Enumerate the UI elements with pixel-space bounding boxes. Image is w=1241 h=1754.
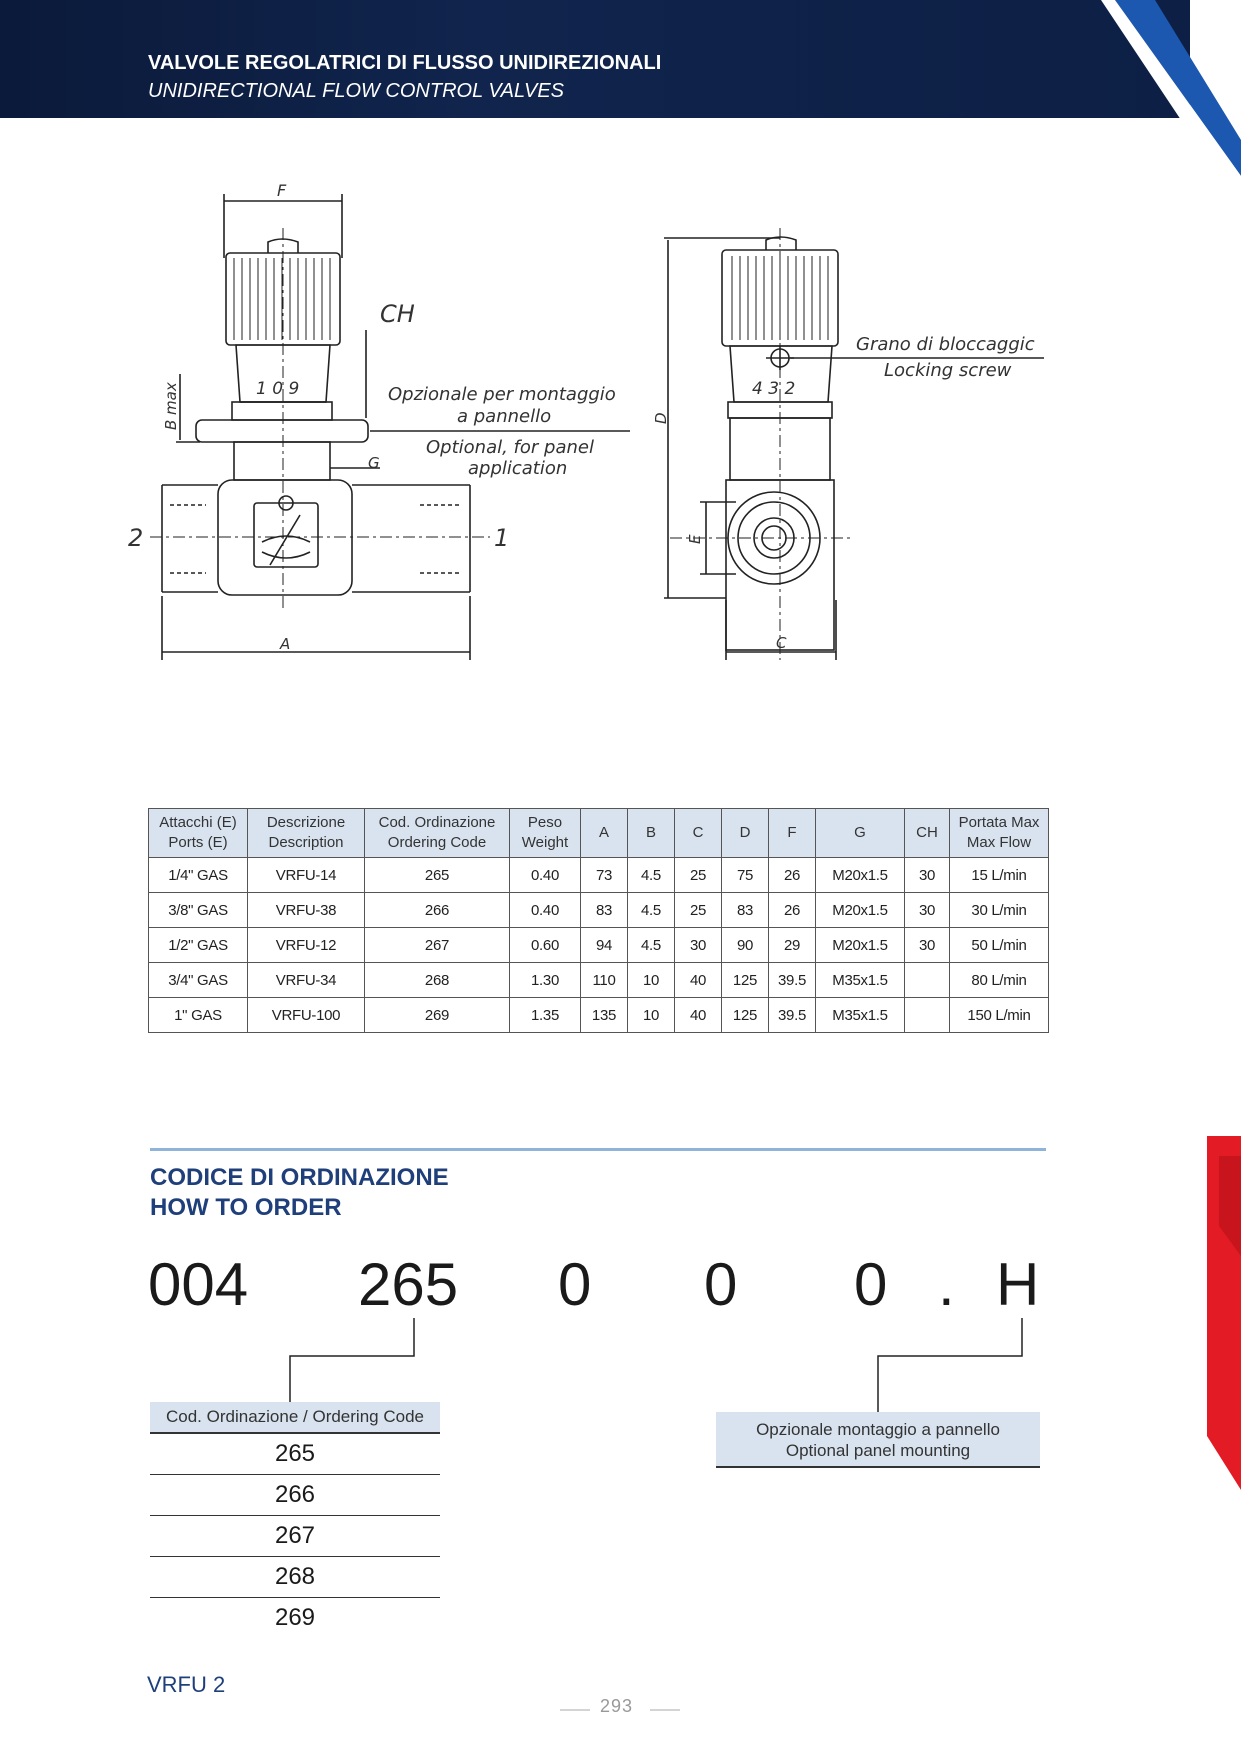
cell-a: 73 <box>581 858 628 893</box>
order-title-en: HOW TO ORDER <box>150 1194 342 1221</box>
header-max-flow: Portata Max Max Flow <box>950 809 1049 858</box>
cell-description: VRFU-14 <box>248 858 365 893</box>
cell-ports: 1" GAS <box>149 998 248 1033</box>
panel-note-en-2: application <box>468 458 568 479</box>
cell-g: M20x1.5 <box>816 928 905 963</box>
code-part-option: H <box>996 1251 1040 1318</box>
dim-a-label: A <box>280 635 291 653</box>
screw-note-en: Locking screw <box>884 360 1012 381</box>
cell-a: 94 <box>581 928 628 963</box>
cell-g: M35x1.5 <box>816 998 905 1033</box>
cell-description: VRFU-34 <box>248 963 365 998</box>
cell-g: M35x1.5 <box>816 963 905 998</box>
ordering-code-header: Cod. Ordinazione / Ordering Code <box>150 1402 440 1434</box>
dim-g-label: G <box>368 454 380 472</box>
code-part-ordering-code: 265 <box>358 1251 459 1318</box>
cell-ordering-code: 269 <box>365 998 510 1033</box>
cell-weight: 0.40 <box>510 893 581 928</box>
cell-a: 110 <box>581 963 628 998</box>
page-title: VALVOLE REGOLATRICI DI FLUSSO UNIDIREZIONALI <box>148 52 662 74</box>
cell-max-flow: 80 L/min <box>950 963 1049 998</box>
product-code: VRFU 2 <box>147 1672 226 1697</box>
cell-c: 40 <box>675 998 722 1033</box>
cell-b: 4.5 <box>628 928 675 963</box>
scale-right-label: 4 3 2 <box>752 379 796 399</box>
cell-ordering-code: 265 <box>365 858 510 893</box>
cell-a: 135 <box>581 998 628 1033</box>
cell-description: VRFU-38 <box>248 893 365 928</box>
cell-b: 4.5 <box>628 858 675 893</box>
cell-ports: 3/4" GAS <box>149 963 248 998</box>
cell-ports: 1/2" GAS <box>149 928 248 963</box>
scale-left-label: 1 0 9 <box>256 379 300 399</box>
port-1-label: 1 <box>494 524 510 552</box>
cell-description: VRFU-12 <box>248 928 365 963</box>
ordering-code-row: 267 <box>150 1516 440 1557</box>
code-part-zero-2: 0 <box>704 1251 738 1318</box>
cell-max-flow: 30 L/min <box>950 893 1049 928</box>
code-part-zero-1: 0 <box>558 1251 592 1318</box>
cell-c: 30 <box>675 928 722 963</box>
dim-b-label: B max <box>162 382 180 430</box>
panel-note-en-1: Optional, for panel <box>426 437 594 458</box>
cell-weight: 0.40 <box>510 858 581 893</box>
header-d: D <box>722 809 769 858</box>
cell-d: 125 <box>722 998 769 1033</box>
header-ports: Attacchi (E) Ports (E) <box>149 809 248 858</box>
cell-f: 29 <box>769 928 816 963</box>
page-subtitle: UNIDIRECTIONAL FLOW CONTROL VALVES <box>148 80 565 102</box>
cell-f: 26 <box>769 893 816 928</box>
cell-ordering-code: 266 <box>365 893 510 928</box>
cell-ordering-code: 268 <box>365 963 510 998</box>
header-description: Descrizione Description <box>248 809 365 858</box>
dim-f-label: F <box>277 181 287 200</box>
cell-description: VRFU-100 <box>248 998 365 1033</box>
ordering-code-row: 269 <box>274 1604 316 1631</box>
cell-weight: 1.35 <box>510 998 581 1033</box>
panel-option-en: Optional panel mounting <box>785 1441 971 1460</box>
cell-d: 75 <box>722 858 769 893</box>
cell-f: 39.5 <box>769 998 816 1033</box>
cell-weight: 0.60 <box>510 928 581 963</box>
cell-f: 39.5 <box>769 963 816 998</box>
cell-max-flow: 15 L/min <box>950 858 1049 893</box>
cell-c: 25 <box>675 858 722 893</box>
cell-ch: 30 <box>905 858 950 893</box>
cell-d: 125 <box>722 963 769 998</box>
header-c: C <box>675 809 722 858</box>
cell-b: 10 <box>628 963 675 998</box>
panel-note-it-1: Opzionale per montaggio <box>388 384 616 405</box>
cell-ch: 30 <box>905 893 950 928</box>
header-b: B <box>628 809 675 858</box>
cell-weight: 1.30 <box>510 963 581 998</box>
panel-option-it: Opzionale montaggio a pannello <box>756 1420 1000 1439</box>
screw-note-it: Grano di bloccaggic <box>856 334 1035 355</box>
header-f: F <box>769 809 816 858</box>
side-tab <box>1207 1136 1241 1490</box>
cell-g: M20x1.5 <box>816 858 905 893</box>
dim-ch-label: CH <box>380 300 415 328</box>
page-number: 293 <box>600 1696 634 1716</box>
cell-ports: 3/8" GAS <box>149 893 248 928</box>
cell-max-flow: 50 L/min <box>950 928 1049 963</box>
cell-f: 26 <box>769 858 816 893</box>
cell-c: 40 <box>675 963 722 998</box>
cell-b: 4.5 <box>628 893 675 928</box>
panel-option-box <box>716 1412 1040 1468</box>
ordering-code-table <box>150 1402 440 1638</box>
code-part-dot: . <box>938 1251 955 1318</box>
cell-a: 83 <box>581 893 628 928</box>
header-ordering-code: Cod. Ordinazione Ordering Code <box>365 809 510 858</box>
cell-ch: 30 <box>905 928 950 963</box>
cell-ports: 1/4" GAS <box>149 858 248 893</box>
cell-b: 10 <box>628 998 675 1033</box>
code-part-zero-3: 0 <box>854 1251 888 1318</box>
ordering-code-row: 268 <box>150 1557 440 1598</box>
dim-c-label: C <box>776 634 787 652</box>
dim-e-label: E <box>686 534 704 544</box>
cell-d: 83 <box>722 893 769 928</box>
cell-d: 90 <box>722 928 769 963</box>
port-2-label: 2 <box>128 524 144 552</box>
cell-c: 25 <box>675 893 722 928</box>
header-a: A <box>581 809 628 858</box>
header-g: G <box>816 809 905 858</box>
ordering-code-row: 266 <box>150 1475 440 1516</box>
dim-d-label: D <box>652 412 670 424</box>
header-weight: Peso Weight <box>510 809 581 858</box>
code-part-prefix: 004 <box>148 1251 249 1318</box>
cell-ordering-code: 267 <box>365 928 510 963</box>
cell-g: M20x1.5 <box>816 893 905 928</box>
header-ch: CH <box>905 809 950 858</box>
order-title-it: CODICE DI ORDINAZIONE <box>150 1164 449 1191</box>
panel-note-it-2: a pannello <box>457 406 552 427</box>
ordering-code-row: 265 <box>150 1434 440 1475</box>
cell-max-flow: 150 L/min <box>950 998 1049 1033</box>
